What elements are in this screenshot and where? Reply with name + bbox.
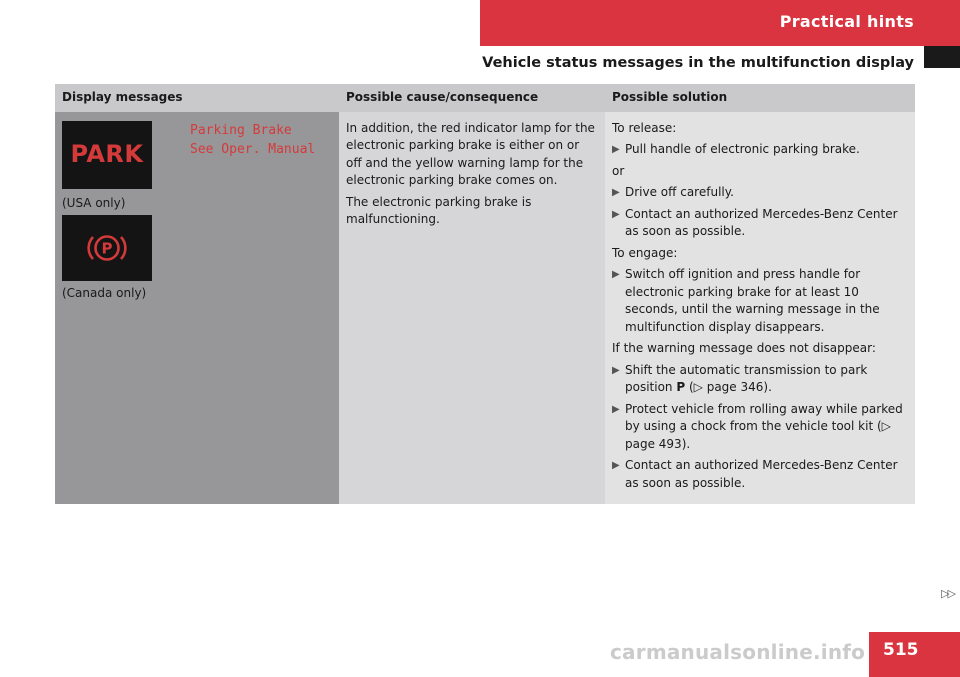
page-number: 515 bbox=[883, 640, 919, 660]
solution-step: ▶ Drive off carefully. bbox=[612, 184, 908, 202]
step-arrow-icon: ▶ bbox=[612, 403, 620, 415]
column-header-cause: Possible cause/consequence bbox=[339, 84, 605, 112]
table-header-row bbox=[55, 84, 915, 112]
cause-cell bbox=[339, 112, 605, 505]
parking-brake-warning-icon bbox=[62, 215, 152, 281]
section-tab-marker bbox=[924, 46, 960, 68]
page-reference-346: (▷ page 346). bbox=[685, 380, 772, 394]
column-header-solution: Possible solution bbox=[605, 84, 915, 112]
park-symbol bbox=[62, 121, 152, 189]
usa-display bbox=[62, 121, 332, 191]
table-row bbox=[55, 112, 915, 505]
park-position-letter: P bbox=[676, 380, 686, 394]
solution-step: ▶ Pull handle of electronic parking brake. bbox=[612, 141, 908, 159]
solution-step: ▶ Protect vehicle from rolling away while parked by using a chock from the vehicle tool kit (▷ page 493). bbox=[612, 401, 903, 451]
continue-marker: ▷▷ bbox=[941, 587, 954, 600]
engage-heading: To engage: bbox=[612, 245, 678, 260]
display-message-line2: See Oper. Manual bbox=[190, 141, 316, 157]
or-text: or bbox=[612, 163, 625, 178]
step-arrow-icon: ▶ bbox=[612, 460, 620, 471]
cause-paragraph: The electronic parking brake is malfunctioning. bbox=[346, 194, 532, 226]
column-header-display: Display messages bbox=[55, 84, 339, 112]
solution-cell bbox=[605, 112, 915, 505]
step-arrow-icon: ▶ bbox=[612, 187, 620, 198]
step-arrow-icon: ▶ bbox=[612, 364, 620, 376]
canada-only-label: (Canada only) bbox=[62, 286, 147, 300]
step-arrow-icon: ▶ bbox=[612, 208, 620, 220]
park-symbol-text: PARK bbox=[70, 139, 144, 168]
page-subtitle: Vehicle status messages in the multifunction display bbox=[482, 55, 914, 71]
step-arrow-icon: ▶ bbox=[612, 269, 620, 280]
header-bar bbox=[480, 0, 960, 46]
parking-brake-icon-graphic bbox=[85, 230, 129, 266]
display-message-text bbox=[190, 121, 315, 159]
step-arrow-icon: ▶ bbox=[612, 144, 620, 155]
usa-only-label: (USA only) bbox=[62, 195, 126, 210]
display-messages-cell bbox=[55, 112, 339, 505]
watermark: carmanualsonline.info bbox=[610, 640, 866, 664]
display-message-line1: Parking Brake bbox=[190, 122, 292, 138]
solution-step: ▶ Contact an authorized Mercedes-Benz Center as soon as possible. bbox=[612, 206, 898, 238]
release-heading: To release: bbox=[612, 120, 677, 135]
cause-paragraph: In addition, the red indicator lamp for the electronic parking brake is either on or off and the yellow warning lamp for the electronic parking brake comes on. bbox=[346, 120, 595, 187]
status-message-table bbox=[55, 84, 915, 504]
solution-step: ▶ Shift the automatic transmission to park position P (▷ page 346). bbox=[612, 362, 868, 394]
if-not-disappear-heading: If the warning message does not disappear: bbox=[612, 341, 876, 355]
svg-text:P: P bbox=[101, 239, 113, 258]
page-number-box bbox=[869, 632, 960, 677]
solution-step: ▶ Switch off ignition and press handle for electronic parking brake for at least 10 seconds, until the warning message in the multifunction display disappears. bbox=[612, 267, 880, 334]
solution-step: ▶ Contact an authorized Mercedes-Benz Center as soon as possible. bbox=[612, 458, 898, 490]
section-title: Practical hints bbox=[779, 12, 914, 31]
